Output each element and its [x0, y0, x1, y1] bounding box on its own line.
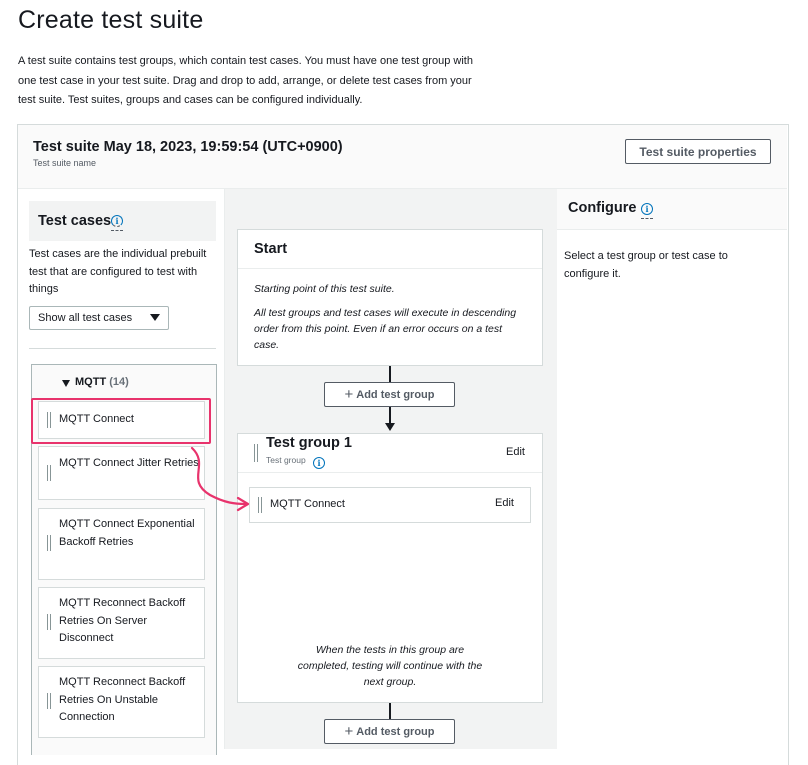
drag-handle-icon[interactable]	[47, 614, 51, 630]
mqtt-group-header[interactable]	[75, 376, 129, 388]
add-test-group-button[interactable]	[324, 719, 455, 744]
drag-handle-icon[interactable]	[47, 535, 51, 551]
edit-test-case-link[interactable]: Edit	[495, 497, 514, 509]
filter-value: Show all test cases	[38, 312, 133, 324]
add-test-group-button[interactable]	[324, 382, 455, 407]
drag-arrow-icon	[180, 440, 260, 520]
drag-handle-icon[interactable]	[47, 693, 51, 709]
info-icon[interactable]: i	[641, 203, 653, 215]
caret-down-icon[interactable]	[62, 380, 70, 387]
test-suite-properties-button[interactable]: Test suite properties	[625, 139, 771, 164]
test-case-label: MQTT Connect Exponential Backoff Retries	[59, 518, 195, 548]
test-case-label: MQTT Connect	[59, 413, 134, 425]
add-test-group-label: Add test group	[356, 388, 435, 401]
test-case-filter-select[interactable]	[29, 306, 169, 330]
test-group-footer: When the tests in this group are completed, testing will continue with the next group.	[297, 644, 483, 688]
info-icon[interactable]: i	[111, 215, 123, 227]
arrow-down-icon	[385, 423, 395, 431]
test-group-title: Test group 1	[266, 435, 352, 451]
drag-handle-icon[interactable]	[47, 465, 51, 481]
connector-line	[389, 407, 391, 424]
page-description: A test suite contains test groups, which contain test cases. You must have one test group with one test case in your test suite. Drag and drop to add, arrange, or delete test cases from your test suite. Test suites, groups and cases can be configured individually.	[18, 55, 473, 106]
connector-line	[389, 703, 391, 719]
plus-icon: +	[344, 386, 354, 403]
test-group-subtitle: Test group	[266, 455, 306, 465]
test-case-label: MQTT Connect Jitter Retries	[59, 457, 199, 469]
suite-name-label: Test suite name	[33, 158, 97, 168]
mqtt-group-count: (14)	[109, 376, 129, 388]
start-text: Starting point of this test suite.	[254, 283, 395, 295]
divider	[238, 472, 542, 473]
configure-title: Configure	[568, 200, 637, 216]
info-underline	[111, 230, 123, 231]
test-case-label: MQTT Connect	[270, 498, 345, 510]
start-title: Start	[254, 241, 288, 257]
configure-text: Select a test group or test case to configure it.	[564, 250, 728, 280]
suite-name: Test suite May 18, 2023, 19:59:54 (UTC+0900)	[33, 139, 343, 155]
caret-down-icon	[150, 314, 160, 321]
add-test-group-label: Add test group	[356, 725, 435, 738]
edit-test-group-link[interactable]: Edit	[506, 446, 525, 458]
info-icon[interactable]: i	[313, 457, 325, 469]
test-cases-title: Test cases	[38, 213, 112, 229]
test-case-label: MQTT Reconnect Backoff Retries On Server Disconnect	[59, 597, 186, 644]
test-cases-description: Test cases are the individual prebuilt test that are configured to test with things	[29, 248, 207, 295]
connector-line	[389, 366, 391, 382]
test-case-label: MQTT Reconnect Backoff Retries On Unstable Connection	[59, 676, 186, 723]
mqtt-group-name: MQTT	[75, 376, 107, 388]
start-description: All test groups and test cases will execute in descending order from this point. Even if an error occurs on a test case.	[254, 307, 517, 351]
divider	[29, 348, 216, 349]
divider	[238, 268, 542, 269]
highlight-box	[31, 398, 211, 444]
page-title: Create test suite	[18, 6, 204, 34]
plus-icon: +	[344, 723, 354, 740]
info-underline	[641, 218, 653, 219]
